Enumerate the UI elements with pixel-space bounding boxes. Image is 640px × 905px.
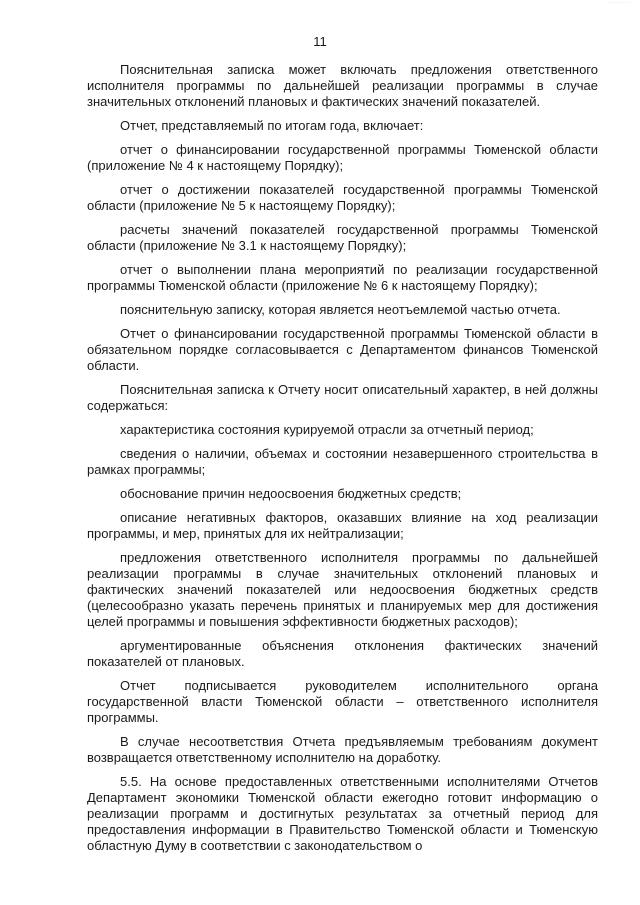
paragraph: Отчет о финансировании государственной программы Тюменской области в обязательном порядке согласовывается с Департаментом финансов Тюменской области. [87, 326, 598, 373]
list-item: расчеты значений показателей государственной программы Тюменской области (приложение № 3.1 к настоящему Порядку); [87, 222, 598, 253]
list-item: отчет о достижении показателей государственной программы Тюменской области (приложение № 5 к настоящему Порядку); [87, 182, 598, 213]
paragraph: Пояснительная записка к Отчету носит описательный характер, в ней должны содержаться: [87, 382, 598, 413]
list-item: аргументированные объяснения отклонения фактических значений показателей от плановых. [87, 638, 598, 669]
paragraph: Отчет подписывается руководителем исполнительного органа государственной власти Тюменской области – ответственного исполнителя программы. [87, 678, 598, 725]
list-item: пояснительную записку, которая является неотъемлемой частью отчета. [120, 302, 561, 317]
paragraph: Отчет, представляемый по итогам года, включает: [120, 118, 424, 133]
list-item: отчет о финансировании государственной программы Тюменской области (приложение № 4 к настоящему Порядку); [87, 142, 598, 173]
list-item: предложения ответственного исполнителя программы по дальнейшей реализации программы в случае значительных отклонений плановых и фактических значений показателей или недоосвоения бюджетных средств (целесообразно указать перечень принятых и планируемых мер для достижения целей программы и повышения эффективности бюджетных расходов); [87, 550, 598, 629]
paragraph: В случае несоответствия Отчета предъявляемым требованиям документ возвращается ответственному исполнителю на доработку. [87, 734, 598, 765]
list-item: обоснование причин недоосвоения бюджетных средств; [120, 486, 462, 501]
list-item: сведения о наличии, объемах и состоянии незавершенного строительства в рамках программы; [87, 446, 598, 477]
list-item: характеристика состояния курируемой отрасли за отчетный период; [120, 422, 534, 437]
page-number: 11 [313, 34, 327, 49]
section-paragraph: 5.5. На основе предоставленных ответственными исполнителями Отчетов Департамент экономики Тюменской области ежегодно готовит информацию о реализации программ и достигнутых результатах за отчетный период для предоставления информации в Правительство Тюменской области и Тюменскую областную Думу в соответствии с законодательством о [87, 774, 598, 853]
list-item: описание негативных факторов, оказавших влияние на ход реализации программы, и мер, принятых для их нейтрализации; [87, 510, 598, 541]
paragraph: Пояснительная записка может включать предложения ответственного исполнителя программы по дальнейшей реализации программы в случае значительных отклонений плановых и фактических значений показателей. [87, 62, 598, 109]
list-item: отчет о выполнении плана мероприятий по реализации государственной программы Тюменской области (приложение № 6 к настоящему Порядку); [87, 262, 598, 293]
document-body [87, 62, 598, 862]
scan-corner-mark: ············ [604, 0, 636, 6]
